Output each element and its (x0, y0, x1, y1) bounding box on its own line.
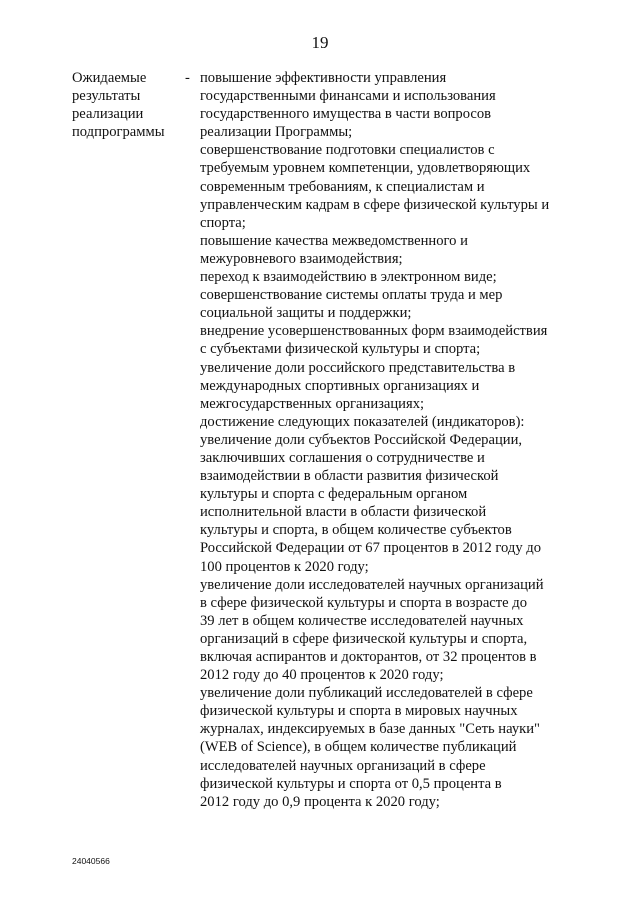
body-line: переход к взаимодействию в электронном виде; (200, 269, 497, 286)
body-line: совершенствование подготовки специалистов с (200, 142, 495, 159)
body-line: физической культуры и спорта в мировых научных (200, 703, 518, 720)
body-line: спорта; (200, 214, 246, 231)
section-label (72, 69, 182, 141)
body-line: 100 процентов к 2020 году; (200, 558, 369, 575)
body-line: международных спортивных организациях и (200, 377, 480, 394)
body-line: достижение следующих показателей (индикаторов): (200, 413, 525, 430)
body-line: взаимодействии в области развития физической (200, 468, 499, 485)
body-line: требуемым уровнем компетенции, удовлетворяющих (200, 160, 531, 177)
section-label-line: подпрограммы (72, 124, 165, 141)
body-line: физической культуры и спорта от 0,5 процента в (200, 775, 502, 792)
body-line: управленческим кадрам в сфере физической культуры и (200, 196, 550, 213)
body-line: государственного имущества в части вопросов (200, 106, 492, 123)
body-line: организаций в сфере физической культуры и спорта, (200, 630, 528, 647)
body-line: совершенствование системы оплаты труда и мер (200, 287, 503, 304)
body-line: социальной защиты и поддержки; (200, 305, 412, 322)
body-line: исследователей научных организаций в сфере (200, 757, 486, 774)
body-line: в сфере физической культуры и спорта в возрасте до (200, 594, 528, 611)
body-line: 39 лет в общем количестве исследователей научных (200, 612, 524, 629)
body-line: увеличение доли публикаций исследователей в сфере (200, 685, 533, 702)
body-line: журналах, индексируемых в базе данных "Сеть науки" (200, 721, 540, 738)
section-body (200, 69, 600, 811)
body-line: 2012 году до 40 процентов к 2020 году; (200, 667, 444, 684)
section-label-line: Ожидаемые (72, 70, 147, 86)
body-line: повышение качества межведомственного и (200, 232, 468, 249)
body-line: культуры и спорта, в общем количестве субъектов (200, 522, 512, 539)
page-number: 19 (311, 33, 329, 52)
body-line: современным требованиям, к специалистам и (200, 178, 485, 195)
document-code: 24040566 (72, 856, 110, 866)
body-line: культуры и спорта с федеральным органом (200, 486, 468, 503)
body-line: государственными финансами и использования (200, 88, 496, 105)
body-line: (WEB of Science), в общем количестве публикаций (200, 739, 517, 756)
body-line: межуровневого взаимодействия; (200, 250, 403, 267)
body-line: внедрение усовершенствованных форм взаимодействия (200, 323, 548, 340)
body-line: с субъектами физической культуры и спорта; (200, 341, 481, 358)
section-label-line: результаты (72, 88, 141, 105)
body-line: Российской Федерации от 67 процентов в 2012 году до (200, 540, 541, 557)
body-line: реализации Программы; (200, 124, 353, 141)
body-line: повышение эффективности управления (200, 70, 447, 86)
body-line: 2012 году до 0,9 процента к 2020 году; (200, 793, 440, 810)
list-dash: - (185, 70, 190, 86)
body-line: заключивших соглашения о сотрудничестве и (200, 449, 485, 466)
body-line: включая аспирантов и докторантов, от 32 процентов в (200, 649, 537, 665)
body-line: межгосударственных организациях; (200, 395, 425, 412)
body-line: исполнительной власти в области физической (200, 504, 487, 521)
body-line: увеличение доли субъектов Российской Федерации, (200, 431, 523, 448)
body-line: увеличение доли исследователей научных организаций (200, 576, 544, 593)
section-label-line: реализации (72, 106, 144, 123)
body-line: увеличение доли российского представительства в (200, 359, 516, 376)
